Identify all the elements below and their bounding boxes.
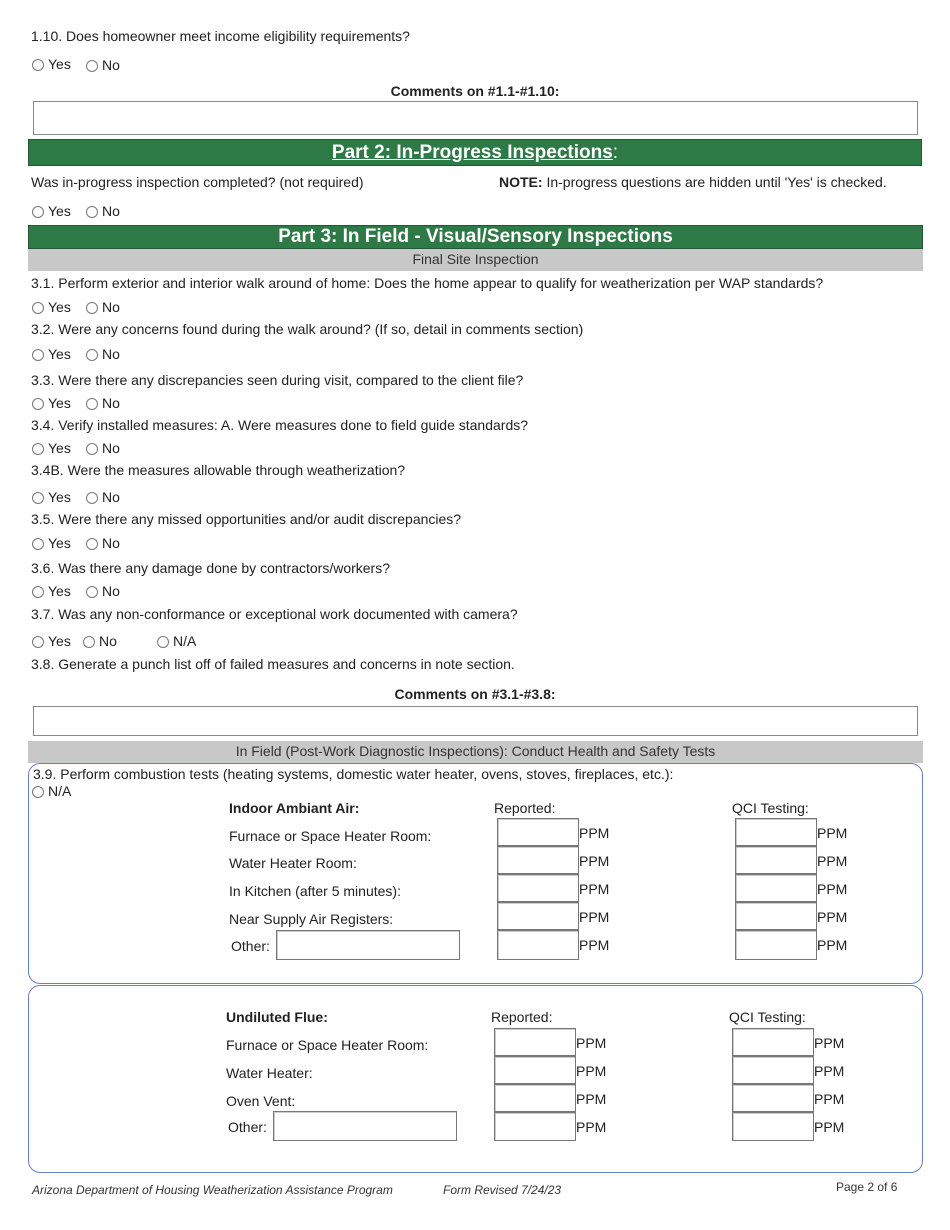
q3-4b-no-radio[interactable]: No [86, 489, 120, 505]
health-safety-header: In Field (Post-Work Diagnostic Inspections): Conduct Health and Safety Tests [28, 741, 923, 763]
radio-icon [86, 586, 98, 598]
comments-3-input[interactable] [33, 706, 918, 736]
q3-4-no-radio[interactable]: No [86, 440, 120, 456]
ppm-unit: PPM [576, 1091, 607, 1107]
radio-icon [32, 786, 44, 798]
question-3-2: 3.2. Were any concerns found during the walk around? (If so, detail in comments section) [31, 321, 584, 337]
flue-reported-input[interactable] [494, 1112, 576, 1141]
indoor-qci-label: QCI Testing: [732, 800, 809, 816]
indoor-reported-input[interactable] [497, 846, 579, 874]
radio-icon [157, 636, 169, 648]
indoor-qci-input[interactable] [735, 846, 817, 874]
indoor-row-label: Water Heater Room: [229, 855, 357, 871]
question-3-4b: 3.4B. Were the measures allowable through weatherization? [31, 462, 406, 478]
ppm-unit: PPM [817, 881, 848, 897]
radio-icon [32, 586, 44, 598]
radio-icon [32, 492, 44, 504]
radio-icon [32, 59, 44, 71]
flue-qci-input[interactable] [732, 1112, 814, 1141]
q1-10-no-radio[interactable]: No [86, 57, 120, 73]
part3-header: Part 3: In Field - Visual/Sensory Inspections [28, 225, 923, 249]
flue-other-label: Other: [228, 1119, 267, 1135]
indoor-heading: Indoor Ambiant Air: [229, 800, 360, 816]
part2-header: Part 2: In-Progress Inspections: [28, 139, 922, 166]
footer-agency: Arizona Department of Housing Weatherization Assistance Program [32, 1183, 393, 1197]
q3-1-no-radio[interactable]: No [86, 299, 120, 315]
q3-1-yes-radio[interactable]: Yes [32, 299, 71, 315]
question-3-6: 3.6. Was there any damage done by contractors/workers? [31, 560, 390, 576]
inprogress-question: Was in-progress inspection completed? (not required) [31, 174, 364, 190]
flue-qci-input[interactable] [732, 1056, 814, 1084]
page-number: Page 2 of 6 [836, 1180, 898, 1194]
flue-qci-input[interactable] [732, 1084, 814, 1112]
ppm-unit: PPM [814, 1035, 845, 1051]
q3-4-yes-radio[interactable]: Yes [32, 440, 71, 456]
flue-row-label: Water Heater: [226, 1065, 313, 1081]
q3-2-yes-radio[interactable]: Yes [32, 346, 71, 362]
indoor-other-input[interactable] [276, 930, 460, 960]
radio-icon [86, 538, 98, 550]
q3-6-yes-radio[interactable]: Yes [32, 583, 71, 599]
ppm-unit: PPM [814, 1091, 845, 1107]
comments-1-input[interactable] [33, 101, 918, 135]
q3-9-na-radio[interactable]: N/A [32, 783, 71, 799]
indoor-qci-input[interactable] [735, 930, 817, 960]
question-3-8: 3.8. Generate a punch list off of failed measures and concerns in note section. [31, 656, 515, 672]
question-3-5: 3.5. Were there any missed opportunities and/or audit discrepancies? [31, 511, 462, 527]
ppm-unit: PPM [579, 881, 610, 897]
radio-icon [32, 443, 44, 455]
indoor-qci-input[interactable] [735, 902, 817, 930]
flue-qci-input[interactable] [732, 1028, 814, 1056]
question-1-10: 1.10. Does homeowner meet income eligibility requirements? [31, 28, 410, 44]
question-3-7: 3.7. Was any non-conformance or exceptional work documented with camera? [31, 606, 518, 622]
radio-icon [86, 206, 98, 218]
q3-3-yes-radio[interactable]: Yes [32, 395, 71, 411]
indoor-other-label: Other: [231, 938, 270, 954]
ppm-unit: PPM [579, 825, 610, 841]
part3-subheader: Final Site Inspection [28, 249, 923, 271]
flue-row-label: Oven Vent: [226, 1093, 296, 1109]
flue-reported-input[interactable] [494, 1028, 576, 1056]
comments-3-label: Comments on #3.1-#3.8: [394, 686, 556, 702]
ppm-unit: PPM [814, 1119, 845, 1135]
indoor-reported-label: Reported: [494, 800, 556, 816]
radio-icon [86, 443, 98, 455]
q3-4b-yes-radio[interactable]: Yes [32, 489, 71, 505]
ppm-unit: PPM [576, 1063, 607, 1079]
ppm-unit: PPM [579, 937, 610, 953]
ppm-unit: PPM [579, 909, 610, 925]
flue-reported-label: Reported: [491, 1009, 553, 1025]
radio-icon [86, 60, 98, 72]
indoor-row-label: Near Supply Air Registers: [229, 911, 394, 927]
indoor-reported-input[interactable] [497, 818, 579, 846]
indoor-qci-input[interactable] [735, 818, 817, 846]
q3-5-no-radio[interactable]: No [86, 535, 120, 551]
q3-6-no-radio[interactable]: No [86, 583, 120, 599]
ppm-unit: PPM [817, 825, 848, 841]
q3-7-no-radio[interactable]: No [83, 633, 117, 649]
radio-icon [86, 492, 98, 504]
flue-other-input[interactable] [273, 1111, 457, 1141]
radio-icon [32, 302, 44, 314]
comments-1-label: Comments on #1.1-#1.10: [390, 83, 560, 99]
indoor-reported-input[interactable] [497, 874, 579, 902]
q3-2-no-radio[interactable]: No [86, 346, 120, 362]
flue-heading: Undiluted Flue: [226, 1009, 328, 1025]
radio-icon [32, 636, 44, 648]
question-3-1: 3.1. Perform exterior and interior walk around of home: Does the home appear to qualify for weatherization per WAP standards? [31, 275, 824, 291]
radio-icon [32, 538, 44, 550]
ppm-unit: PPM [817, 937, 848, 953]
indoor-row-label: In Kitchen (after 5 minutes): [229, 883, 401, 899]
flue-qci-label: QCI Testing: [729, 1009, 806, 1025]
footer-revised: Form Revised 7/24/23 [443, 1183, 562, 1197]
radio-icon [32, 398, 44, 410]
question-3-4: 3.4. Verify installed measures: A. Were measures done to field guide standards? [31, 417, 529, 433]
radio-icon [83, 636, 95, 648]
flue-row-label: Furnace or Space Heater Room: [226, 1037, 429, 1053]
q3-7-yes-radio[interactable]: Yes [32, 633, 71, 649]
radio-icon [86, 302, 98, 314]
q3-5-yes-radio[interactable]: Yes [32, 535, 71, 551]
flue-reported-input[interactable] [494, 1084, 576, 1112]
inprogress-no-radio[interactable]: No [86, 203, 120, 219]
indoor-reported-input[interactable] [497, 930, 579, 960]
question-3-9: 3.9. Perform combustion tests (heating systems, domestic water heater, ovens, stoves, fireplaces, etc.): [33, 766, 674, 782]
q3-7-na-radio[interactable]: N/A [157, 633, 196, 649]
ppm-unit: PPM [576, 1119, 607, 1135]
radio-icon [86, 398, 98, 410]
radio-icon [86, 349, 98, 361]
ppm-unit: PPM [817, 909, 848, 925]
ppm-unit: PPM [579, 853, 610, 869]
indoor-row-label: Furnace or Space Heater Room: [229, 828, 432, 844]
ppm-unit: PPM [576, 1035, 607, 1051]
ppm-unit: PPM [817, 853, 848, 869]
radio-icon [32, 206, 44, 218]
indoor-reported-input[interactable] [497, 902, 579, 930]
q1-10-yes-radio[interactable]: Yes [32, 56, 71, 72]
inprogress-yes-radio[interactable]: Yes [32, 203, 71, 219]
indoor-qci-input[interactable] [735, 874, 817, 902]
flue-reported-input[interactable] [494, 1056, 576, 1084]
ppm-unit: PPM [814, 1063, 845, 1079]
radio-icon [32, 349, 44, 361]
question-3-3: 3.3. Were there any discrepancies seen during visit, compared to the client file? [31, 372, 524, 388]
q3-3-no-radio[interactable]: No [86, 395, 120, 411]
inprogress-note: NOTE: In-progress questions are hidden until 'Yes' is checked. [499, 174, 887, 190]
